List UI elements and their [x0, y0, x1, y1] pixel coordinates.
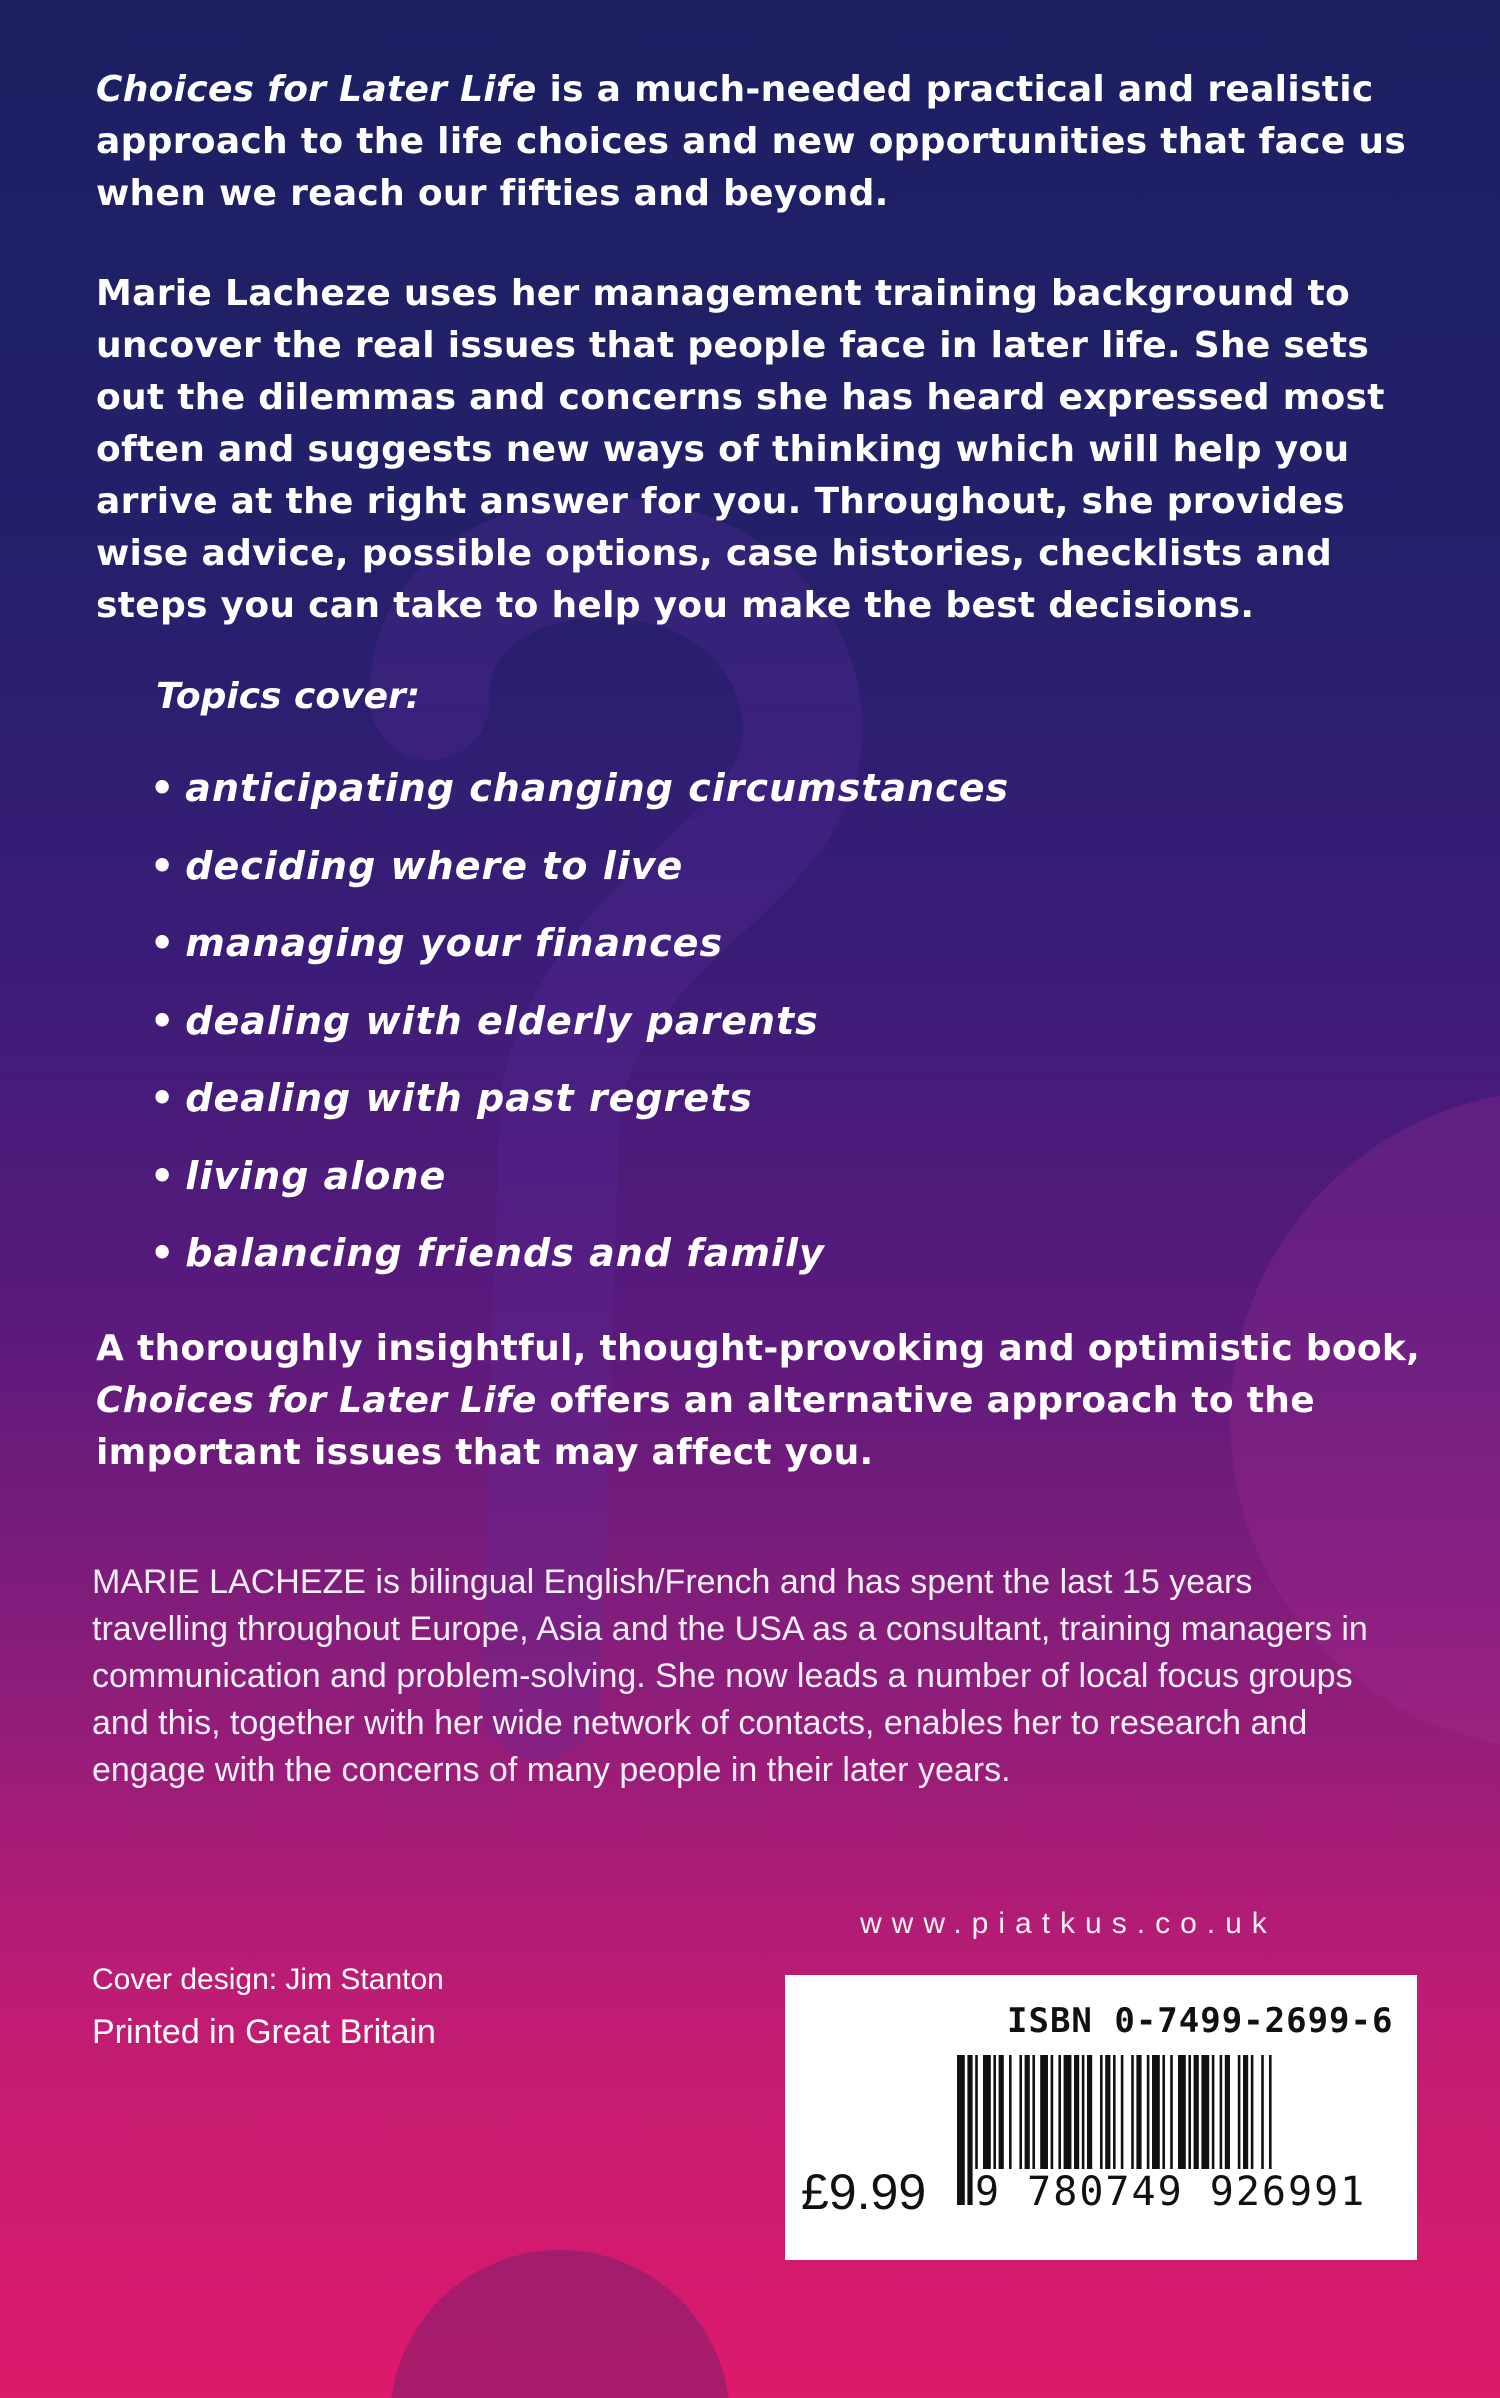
closing-paragraph — [96, 1323, 1436, 1479]
bullet: • — [150, 921, 176, 965]
bullet: • — [150, 1076, 176, 1120]
topics-list — [150, 762, 1009, 1305]
printed-in-credit: Printed in Great Britain — [92, 2013, 436, 2051]
topic-text: deciding where to live — [185, 843, 684, 888]
intro-text: is a much-needed practical and realistic approach to the life choices and new opportunities that face us when we reach our fifties and beyond. — [96, 69, 1407, 214]
topic-text: dealing with elderly parents — [185, 998, 819, 1043]
price-label: £9.99 — [801, 2164, 927, 2220]
topic-text: dealing with past regrets — [185, 1076, 753, 1120]
topic-text: managing your finances — [185, 921, 724, 965]
author-bio: MARIE LACHEZE is bilingual English/French and has spent the last 15 years travelling throughout Europe, Asia and the USA as a consultant, training managers in communication and problem-solving. She now leads a number of local focus groups and this, together with her wide network of contacts, enables her to research and engage with the concerns of many people in their later years. — [92, 1563, 1368, 1789]
description-paragraph: Marie Lacheze uses her management training background to uncover the real issues that people face in later life. She sets out the dilemmas and concerns she has heard expressed most often and suggests new ways of thinking which will help you arrive at the right answer for you. Throughout, she provides wise advice, possible options, case histories, checklists and steps you can take to help you make the best decisions. — [96, 273, 1385, 626]
bullet: • — [150, 843, 176, 888]
topics-heading: Topics cover: — [156, 676, 421, 717]
cover-design-credit: Cover design: Jim Stanton — [92, 1963, 444, 1996]
book-title-reference: Choices for Later Life — [96, 69, 537, 110]
barcode-bar — [967, 2055, 972, 2205]
topic-text: balancing friends and family — [185, 1231, 825, 1275]
closing-text: offers an alternative approach to the important issues that may affect you. — [96, 1380, 1315, 1473]
ean-number: 9 780749 926991 — [975, 2169, 1367, 2215]
list-item — [150, 917, 1009, 995]
intro-paragraph — [96, 64, 1436, 220]
barcode-bar — [957, 2055, 965, 2205]
list-item — [150, 840, 1009, 918]
bullet: • — [150, 1153, 176, 1198]
background-circle-bottom — [390, 2250, 730, 2398]
list-item — [150, 1227, 1009, 1305]
list-item — [150, 762, 1009, 840]
book-title-reference: Choices for Later Life — [96, 1380, 537, 1421]
list-item — [150, 1072, 1009, 1150]
publisher-website: www.piatkus.co.uk — [860, 1907, 1277, 1940]
list-item — [150, 995, 1009, 1073]
bullet: • — [150, 1231, 176, 1275]
topic-text: living alone — [185, 1153, 447, 1198]
barcode-panel — [785, 1975, 1417, 2260]
list-item — [150, 1150, 1009, 1228]
bullet: • — [150, 998, 176, 1043]
closing-lead: A thoroughly insightful, thought-provoking and optimistic book, — [96, 1328, 1421, 1369]
isbn-label: ISBN 0-7499-2699-6 — [1007, 2001, 1394, 2041]
topic-text: anticipating changing circumstances — [185, 766, 1010, 810]
bullet: • — [150, 766, 176, 810]
